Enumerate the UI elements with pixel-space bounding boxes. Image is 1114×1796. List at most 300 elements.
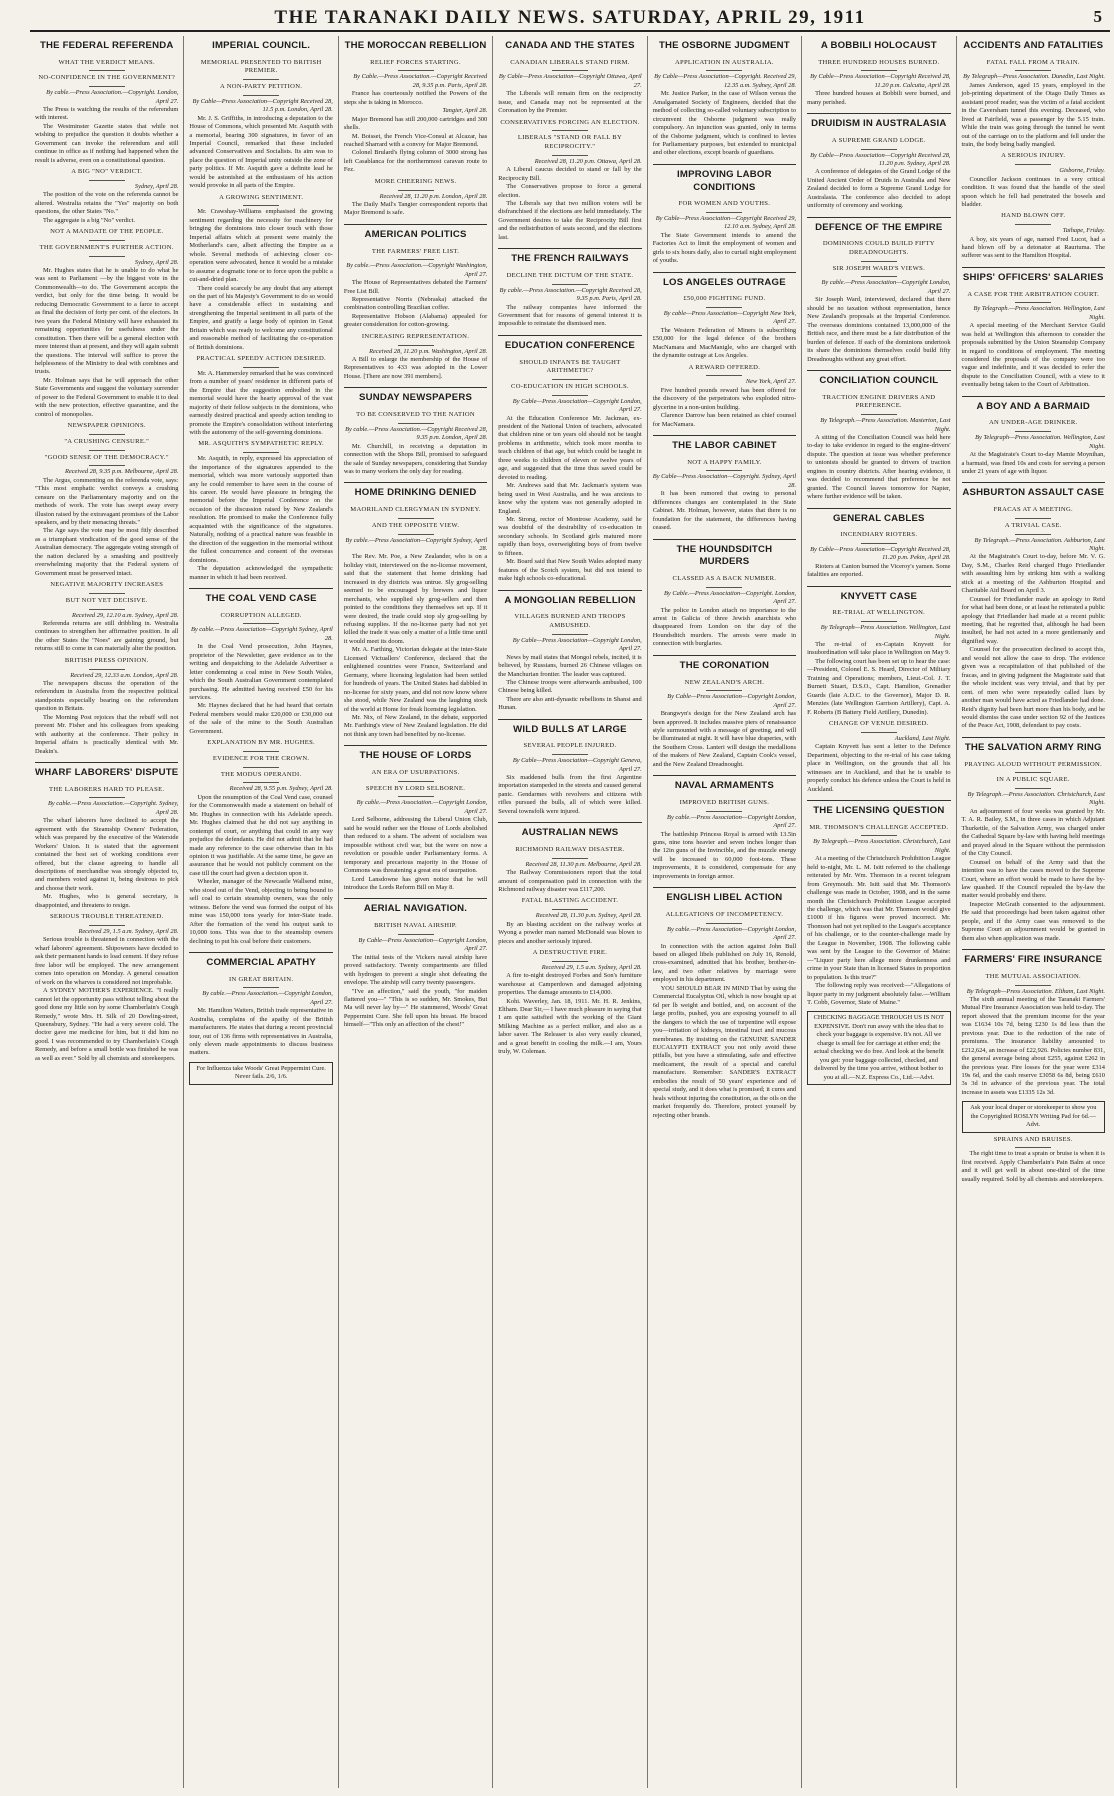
news-article	[344, 745, 487, 892]
article-paragraph: The Western Federation of Miners is subscribing £50,000 for the legal defence of the brothers MacNamara and MacManigle, who are charged with the dynamite outrage at Los Angeles.	[652, 326, 797, 360]
article-paragraph: Mr. Justice Parker, in the case of Wilson versus the Amalgamated Society of Engineers, decided that the method of collecting so-called voluntary subscription to circumvent the Osborne judgment was really compulsory. An injunction was granted, only in terms of the Osborne judgment, which is confined to levies for Parliamentary purposes, but extended to municipal and other elections, except boards of guardians.	[652, 90, 797, 157]
article-dateline: Received 28, 11.20 p.m. Ottawa, April 28.	[534, 157, 642, 165]
article-subheading: A CASE FOR THE ARBITRATION COURT.	[962, 291, 1105, 304]
news-article	[344, 36, 487, 218]
article-dateline: By Cable—Press Association—Copyright Received 28, 11.5 p.m. London, April 28.	[192, 97, 333, 114]
article-subheading: WHAT THE VERDICT MEANS.	[35, 59, 178, 72]
article-subheading: NOT A MANDATE OF THE PEOPLE.	[35, 228, 178, 241]
article-dateline: By Cable—Press Association—Copyright Received 28, 11.20 p.m. Calcutta, April 28.	[810, 73, 951, 89]
article-subheading: CHANGE OF VENUE DESIRED.	[807, 720, 950, 733]
article-subheading: DECLINE THE DICTUM OF THE STATE.	[498, 272, 641, 285]
article-subheading: A REWARD OFFERED.	[653, 364, 796, 377]
article-dateline: Gisborne, Friday.	[1059, 167, 1105, 175]
news-article	[653, 36, 796, 158]
article-subheading: A GROWING SENTIMENT.	[189, 194, 332, 207]
article-subheading: APPLICATION IN AUSTRALIA.	[653, 59, 796, 72]
news-article	[189, 36, 332, 582]
article-dateline: Received 29, 12.10 a.m. Sydney, April 28.	[72, 611, 179, 619]
news-column	[184, 36, 338, 1788]
article-headline: AMERICAN POLITICS	[344, 224, 487, 245]
article-paragraph: A Bill to enlarge the membership of the House of Representatives to 433 was adopted in the Lower House. [There are now 391 members].	[343, 356, 488, 380]
article-paragraph: The Chinese troops were afterwards ambushed, 100 Chinese being killed.	[498, 678, 642, 695]
article-paragraph: Brangwyn's design for the New Zealand arch has been approved. It includes massive piers of renaissance style surmounted with a message of greeting, and will be illuminated at night. It will have blue draperies, with the Southern Cross. Lanteri will design the medallions of the makers of New Zealand, Captain Cook's vessel, and the New Zealand Dreadnought.	[652, 710, 797, 768]
article-dateline: Received 28, 11.30 p.m. Sydney, April 28.	[535, 912, 642, 920]
article-dateline: Tangier, April 28.	[442, 107, 488, 115]
article-subheading: ALLEGATIONS OF INCOMPETENCY.	[653, 911, 796, 924]
article-subheading: NOT A HAPPY FAMILY.	[653, 459, 796, 472]
article-paragraph: At the Education Conference Mr. Jackman, ex-president of the National Union of teachers, advocated that children nine or ten years old should not be taught problems in arithmetic, which took more months to teach children of that age, but which could be taught in three weeks to children of eleven or twelve years of age, and suggested that the time thus saved could be devoted to reading.	[498, 414, 642, 481]
article-headline: NAVAL ARMAMENTS	[653, 775, 796, 796]
article-dateline: By Cable—Press Association—Copyright London, April 27.	[358, 936, 488, 953]
article-paragraph: There could scarcely be any doubt that any attempt on the part of his Majesty's Government to do so would have a considerable effect in sustaining and strengthening the Imperial sentiment in all parts of the Empire, and gratify a large body of opinion in Great Britain which was ready to welcome any constitutional and reasonable method of facilitating the co-operation of British dominions.	[189, 284, 333, 351]
article-paragraph: Mr. A. Farthing, Victorian delegate at the inter-State Licensed Victuallers' Conference, declared that the enlightened countries were France, Switzerland and Germany, where licensing legislation had been settled for hundreds of years. The United States had dabbled in no-license for sixty years, and did not now know where she stood, while New Zealand was the laughing stock of the world at Home for freak licensing legislation.	[343, 646, 488, 713]
article-dateline: By cable.—Press Association.—Copyright. Sydney, April 28.	[47, 800, 179, 816]
article-paragraph: The Morning Post rejoices that the rebuff will not prevent Mr. Fisher and his colleagues from speaking with authority at the conference. Their policy in Imperial affairs is practically identical with Mr. Deakin's.	[35, 713, 179, 755]
article-paragraph: A sitting of the Conciliation Council was held here to-day to take evidence in regard to the engine-drivers' dispute. The question at issue was whether preference to unionists should be granted to drivers of traction engines in country districts. After hearing evidence, it was decided to recommend that preference be not granted. The Council leaves tomorrow for Napier, where further evidence will be taken.	[807, 433, 951, 501]
news-article	[807, 217, 950, 364]
article-headline: ACCIDENTS AND FATALITIES	[963, 40, 1104, 51]
article-dateline: By Cable.—Press Association.—Copyright Received 28, 9.35 p.m. Paris, April 28.	[353, 73, 488, 89]
article-subheading: THREE HUNDRED HOUSES BURNED.	[807, 59, 950, 72]
article-paragraph: At a meeting of the Christchurch Prohibition League held to-night, Mr. L. M. Isitt referred to the challenge reiterated by Mr. Wm. Thomson in a recent telegram from Greymouth. Mr. Isitt said that Mr. Thomson's challenge was made in October, 1908, and in the same month the Christchurch Prohibition League accepted the challenge, which was that Mr. Thomson would give £1000 if his figures were proved incorrect. Mr. Thomson had not yet replied to the League's acceptance of his challenge, or to the counter-challenge made by the League in November, 1908. The following cable was sent by the League to the Governor of Maine:—"Liquor party here allege more drunkenness and crime in your State than in licensed States in proportion to population. Is this true?"	[807, 855, 951, 981]
news-article	[962, 267, 1105, 390]
article-subheading: A DESTRUCTIVE FIRE.	[498, 949, 641, 962]
article-subheading: IMPROVED BRITISH GUNS.	[653, 799, 796, 812]
page-number: 5	[1093, 7, 1102, 26]
article-paragraph: Mr. Andrews said that Mr. Jackman's system was being used in West Australia, and he was anxious to know why the system was not generally adopted in England.	[498, 482, 642, 515]
article-subheading: SPEECH BY LORD SELBORNE.	[344, 785, 487, 798]
article-headline: DRUIDISM IN AUSTRALASIA	[807, 113, 950, 134]
article-dateline: Received 29, 1.5 a.m. Sydney, April 28.	[78, 927, 179, 935]
article-dateline: By Cable—Press Association—Copyright London, April 27.	[512, 397, 642, 414]
article-paragraph: The Liberals will remain firm on the reciprocity issue, and Canada may not be represented at the Coronation by the Premier.	[498, 90, 642, 115]
masthead	[30, 4, 1110, 32]
article-subheading: MR. ASQUITH'S SYMPATHETIC REPLY.	[189, 440, 332, 453]
article-dateline: By Cable—Press Association—Copyright Received 28, 11.20 p.m. Sydney, April 28.	[810, 151, 951, 167]
article-subheading: CANADIAN LIBERALS STAND FIRM.	[498, 59, 641, 72]
advertisement: For Influenza take Woods' Great Peppermint Cure. Never fails. 2/6, 1/6.	[189, 1062, 332, 1085]
article-paragraph: Lord Selborne, addressing the Liberal Union Club, said he would rather see the House of Lords abolished than reduced to a sham. The advent of socialism was impossible without civil war, but the were on now a revolution or possible under Parliamentary forms. A temporary and precarious majority in the House of Commons was threatening a great era of usurpation.	[343, 816, 488, 875]
news-article	[962, 36, 1105, 261]
article-dateline: By Telegraph—Press Association. Wellington, Last Night.	[820, 624, 951, 640]
article-dateline: By cable.—Press Association—Copyright London, April 27.	[667, 813, 797, 830]
article-paragraph: A conference of delegates of the Grand Lodge of the United Ancient Order of Druids in Australia and New Zealand decided to form a Supreme Grand Lodge for Australasia. The conference also decided to adopt uniformity of ceremony and working.	[807, 168, 951, 210]
article-dateline: By cable.—Press Association.—Copyright London, April 27.	[356, 799, 488, 815]
article-paragraph: At the Magistrate's Court to-day Mamie Moynihan, a barmaid, was fined 10s and costs for serving a person under 21 years of age with liquor.	[961, 451, 1105, 475]
article-headline: IMPERIAL COUNCIL.	[212, 40, 311, 51]
article-subheading: RE-TRIAL AT WELLINGTON.	[807, 609, 950, 622]
news-article	[498, 590, 641, 713]
article-subheading: HAND BLOWN OFF.	[962, 212, 1105, 225]
article-paragraph: Mr. Asquith, in reply, expressed his appreciation of the importance of the signatures appended to the memorial, which was more variously supported than any he could remember to have seen in the course of his career. He would have pleasure in bringing the memorial before the Imperial Conference on the occasion of the discussion raised by New Zealand's resolution. He promised to make the Conference fully acquainted with the significance of the signatures. Naturally, nothing of a practical nature was feasible in the direction of the suggestion in the memorial without the fullest concurrence and consent of the overseas dominions.	[189, 455, 333, 564]
news-article	[344, 224, 487, 382]
article-paragraph: The Age says the vote may be most fitly described as a triumphant vindication of the good sense of the Australian democracy. The aggregate voting strength of the nation declared by a smashing and positively overwhelming majority that the Federal system of Government must be preserved intact.	[35, 527, 179, 577]
news-article	[35, 36, 178, 756]
article-headline: THE MOROCCAN REBELLION	[344, 40, 487, 51]
article-subheading: SERIOUS TROUBLE THREATENED.	[35, 913, 178, 926]
article-paragraph: Mr. Hughes states that he is unable to do what he was sent to Parliament —by the biggest vote in the Commonwealth—to do. The Government accepts the verdict, but only for the time being. It would be reducing Democratic Government to a farce to accept as final the decision of forty per cent. of the electors. In two years the Federal Ministry will have exhausted its remaining opportunities for usefulness under the constitution. Then there will be a general election with more interest than at present, and they will again submit the questions. The interval will suffice to prove the helplessness of the Ministry to deal with combines and trusts.	[35, 266, 179, 376]
article-paragraph: Captain Knyvett has sent a letter to the Defence Department, objecting to the re-trial of his case taking place in Wellington, on the grounds that all his witnesses are in Auckland, and that he is unable to properly conduct his defence unless the Court is held in Auckland.	[807, 743, 951, 793]
article-subheading: IN GREAT BRITAIN.	[189, 976, 332, 989]
article-headline: THE FRENCH RAILWAYS	[498, 248, 641, 269]
article-subheading: NEWSPAPER OPINIONS.	[35, 422, 178, 435]
article-paragraph: The Rev. Mr. Poe, a New Zealander, who is on a holiday visit, interviewed on the no-license movement, said that the statement that home drinking had increased in dry districts was untrue. Sly grog-selling seemed to be encouraged by brewers and liquor merchants, who supplied sly grog-sellers and then pointed to the conditions they themselves set up. If it were desired, the trade could stop sly grog-selling by refusing supplies. If the no-license party had not yet killed the trade it was only a matter of a little time until it would meet its doom.	[343, 553, 488, 645]
article-paragraph: Lord Lansdowne has given notice that he will introduce the Lords Reform Bill on May 8.	[343, 875, 488, 891]
article-dateline: By Cable—Press Association—Copyright. Sydney, April 28.	[652, 473, 797, 489]
article-dateline: Taihape, Friday.	[1062, 227, 1105, 235]
article-headline: A MONGOLIAN REBELLION	[498, 590, 641, 611]
article-dateline: Auckland, Last Night.	[894, 734, 951, 742]
article-subheading: MEMORIAL PRESENTED TO BRITISH PREMIER.	[189, 59, 332, 80]
article-paragraph: The re-trial of ex-Captain Knyvett for insubordination will take place in Wellington on May 9.	[807, 641, 951, 657]
article-subheading: MAORILAND CLERGYMAN IN SYDNEY.	[344, 506, 487, 519]
news-article	[807, 800, 950, 1085]
article-dateline: Received 28, 9.35 p.m. Melbourne, April 28.	[64, 468, 179, 476]
article-paragraph: The House of Representatives debated the Farmers' Free List Bill.	[343, 279, 488, 295]
article-paragraph: The right time to treat a sprain or bruise is when it is first received. Apply Chamberlain's Pain Balm at once and it will get well in about one-third of the time usually required. Sold by all chemists and storekeepers.	[961, 1150, 1105, 1183]
news-article	[653, 775, 796, 881]
article-paragraph: A SYDNEY MOTHER'S EXPERIENCE. "I really cannot let the opportunity pass without telling about the good done my little son by some Chamberlain's Cough Remedy," wrote Mrs. H. Silk of 20 Dowling-street, Queensbury, Sydney. "He had a very severe cold. The doctor gave me medicine for him, but it did him no good. I was recommended to try Chamberlain's Cough Remedy, and before a small bottle was finished he was as well as ever." Sold by all chemists and storekeepers.	[35, 987, 179, 1062]
article-paragraph: Mr. Holman says that he will approach the other State Governments and suggest the voluntary surrender of power to the Federal Government to enable it to deal with the new protection, effective quarantine, and the control of monopolies.	[35, 376, 179, 418]
article-subheading: INCREASING REPRESENTATION.	[344, 333, 487, 346]
article-subheading: PRAYING ALOUD WITHOUT PERMISSION.	[962, 761, 1105, 774]
article-dateline: By Telegraph—Press Association. Eltham, Last Night.	[966, 987, 1105, 995]
article-headline: DEFENCE OF THE EMPIRE	[807, 217, 950, 238]
article-headline: CONCILIATION COUNCIL	[807, 370, 950, 391]
article-subheading: THE FARMERS' FREE LIST.	[344, 248, 487, 261]
news-article	[653, 164, 796, 266]
article-paragraph: The sixth annual meeting of the Taranaki Farmers' Mutual Fire Insurance Association was held to-day. The report showed that the premium income for the year was £1634 10s 7d, being £230 1s 8d less than the previous year. Due to the reduction of the rate of premiums. The insurance liability amounted to £212,624, an increase of £22,926. Policies number 831, the general average being about £255, against £262 in the previous year. Fire losses for the year were £314 19s 6d, and the cash reserve £3058 6s 8d, being £610 3s 3d in advance of the previous year. The total increase in assets was £1335 12s 3d.	[961, 995, 1105, 1096]
article-paragraph: By an blasting accident on the railway works at Wyong a powder man named McDonald was blown to pieces and another seriously injured.	[498, 920, 642, 945]
article-paragraph: Major Bremond has still 200,000 cartridges and 300 shells.	[343, 115, 488, 132]
article-paragraph: Mr. Haynes declared that he had heard that certain Federal members would make £20,000 or £30,000 out of the sale of the mine to the South Australian Government.	[189, 702, 333, 735]
news-article	[807, 508, 950, 580]
article-paragraph: In connection with the action against John Bull based on alleged libels published on July 16, Renold, cross-examined, admitted that his brother, brother-in-law, and two other relatives by marriage were employed in his department.	[652, 942, 797, 984]
article-headline: THE SALVATION ARMY RING	[962, 737, 1105, 758]
article-dateline: By Cable—Press Association—Copyright London, April 27.	[512, 636, 642, 653]
article-dateline: Received 29, 1.5 a.m. Sydney, April 28.	[541, 963, 642, 971]
advertisement: CHECKING BAGGAGE THROUGH US IS NOT EXPENSIVE. Don't run away with the idea that to check your baggage is expensive. It's not. All we charge is small fee for carriage at either end; the actual checking we do free. And look at the benefit you get: your baggage collected, checked, and delivered by the time you arrive, without bother to you at all.—N.Z. Express Co., Ltd.—Advt.	[807, 1011, 950, 1085]
article-paragraph: James Anderson, aged 15 years, employed in the job-printing department of the Otago Daily Times as assistant proof reader, was the victim of a fatal accident in the Caversham tunnel this evening. Deceased, who lived at Fairfield, was a passenger by the 5.15 train. While the train was going through the tunnel he went out of the carriage on to the platform and fell under the train, the body being badly mangled.	[961, 81, 1105, 148]
article-dateline: By Cable—Press Association—Copyright. Received 29, 12.35 a.m. Sydney, April 28.	[654, 73, 797, 89]
article-subheading: EVIDENCE FOR THE CROWN.	[189, 755, 332, 768]
article-subheading: AN UNDER-AGE DRINKER.	[962, 419, 1105, 432]
news-article	[807, 36, 950, 107]
news-column	[30, 36, 184, 1788]
article-subheading: FATAL BLASTING ACCIDENT.	[498, 897, 641, 910]
article-headline: THE LICENSING QUESTION	[807, 800, 950, 821]
article-dateline: By cable.—Press Association—Copyright London, April 27.	[821, 279, 951, 295]
article-subheading: THE MUTUAL ASSOCIATION.	[962, 973, 1105, 986]
article-dateline: By Telegraph—Press Association. Dunedin, Last Night.	[963, 73, 1105, 81]
article-headline: ENGLISH LIBEL ACTION	[653, 887, 796, 908]
article-paragraph: Mr. Board said that New South Wales adopted many features of the Scotch system, but did not intend to make high schools co-educational.	[498, 558, 642, 583]
article-dateline: By Cable—Press Association—Copyright London, April 27.	[667, 693, 797, 709]
article-paragraph: Mr. Churchill, in receiving a deputation in connection with the Shops Bill, promised to safeguard the sale of Sunday newspapers, considering that Sunday was to many workers the only day for reading.	[343, 442, 488, 475]
news-article	[498, 822, 641, 1056]
news-article	[653, 887, 796, 1120]
article-paragraph: The Railway Commissioners report that the total amount of compensation paid in connection with the Richmond railway disaster was £117,200.	[498, 869, 642, 894]
article-dateline: By Telegraph.—Press Association. Christchurch, Last Night.	[813, 838, 951, 854]
article-subheading: CONSERVATIVES FORCING AN ELECTION.	[498, 119, 641, 132]
news-article	[807, 586, 950, 794]
article-paragraph: Mr. J. S. Griffiths, in introducing a deputation to the House of Commons, which presented Mr. Asquith with a memorial, bearing 300 signatures, in favor of an Imperial Council, remarked that these included advanced Conservatives and Socialists. Its aim was to place the question of Imperial unity outside the zone of party politics. If Mr. Asquith gave a definite lead he would be astonished at the enthusiasm of his action would provoke in all parts of the Empire.	[189, 114, 333, 190]
article-dateline: By cable.—Press Association—Copyright Sydney, April 28.	[345, 536, 488, 552]
article-paragraph: Five hundred pounds reward has been offered for the discovery of the perpetrators who exploded nitro-glycerine in a non-union building.	[652, 386, 797, 411]
article-paragraph: The State Government intends to amend the Factories Act to limit the employment of women and girls to six hours daily, also to curtail night employment of youths.	[652, 231, 797, 265]
article-subheading: SEVERAL PEOPLE INJURED.	[498, 742, 641, 755]
news-article	[189, 588, 332, 946]
news-column	[339, 36, 493, 1788]
news-column	[957, 36, 1110, 1788]
article-dateline: By cable.—Press Association—Copyright London, April 27.	[667, 925, 797, 942]
article-paragraph: The Liberals say that two million voters will be disfranchised if the elections are held immediately. The Government desires to take the Reciprocity Bill first and the redistribution of seats second, and the elections last.	[498, 200, 642, 241]
article-headline: THE HOUSE OF LORDS	[344, 745, 487, 766]
article-paragraph: The initial tests of the Vickers naval airship have proved satisfactory. Twenty compartments are filled with hydrogen to prevent a single shot defeating the envelope. The airship will carry twenty passengers.	[343, 953, 488, 987]
news-article	[962, 737, 1105, 943]
article-paragraph: Clarence Darrow has been retained as chief counsel for MacNamara.	[652, 412, 797, 428]
article-dateline: Received 28, 11.20 p.m. Washington, April 28.	[369, 347, 488, 355]
article-subheading: CO-EDUCATION IN HIGH SCHOOLS.	[498, 383, 641, 396]
article-headline: AUSTRALIAN NEWS	[498, 822, 641, 843]
article-subheading: BUT NOT YET DECISIVE.	[35, 597, 178, 610]
article-paragraph: The aggregate is a big "No" verdict.	[43, 216, 135, 224]
article-subheading: TO BE CONSERVED TO THE NATION	[344, 411, 487, 424]
article-paragraph: Rioters at Canton burned the Viceroy's yamen. Some fatalities are reported.	[807, 562, 951, 579]
article-headline: SHIPS' OFFICERS' SALARIES	[962, 267, 1105, 288]
article-paragraph: An adjournment of four weeks was granted by Mr. T. A. R. Bailey, S.M., in three cases in which Adjutant Thurkettle, of the Salvation Army, was charged under the Cathedral Square by-law with having held meetings and prayed aloud in the Square without the permission of the City Council.	[961, 807, 1105, 858]
article-headline: GENERAL CABLES	[807, 508, 950, 529]
article-paragraph: Mr. Strong, rector of Montrose Academy, said he was doubtful of the desirability of co-education in secondary schools. In Scotland girls matured more rapidly than boys, overweighting boys of from twelve to fifteen.	[498, 516, 642, 557]
article-paragraph: "I've an affection," said the youth, "for maiden flattered you—" "This is so sudden, Mr. Smokes, But Ma will never lay by—" He stammered, Woods' Great Peppermint Cure. She fell upon his breast. He braced himself—"This only an affection of the chest!"	[343, 987, 488, 1029]
article-subheading: THE LABORERS HARD TO PLEASE.	[35, 786, 178, 799]
article-dateline: By Cable.—Press Association—Copyright. London, April 27.	[664, 589, 797, 606]
article-dateline: By cable.—Press Association—Copyright Sydney, April 28.	[190, 626, 333, 642]
article-headline: THE COAL VEND CASE	[189, 588, 332, 609]
article-paragraph: Mr. Hamilton Watters, British trade representative in Australia, complains of the apathy of the British manufacturers. He states that during a recent provincial tour, out of 136 firms with representatives in Australia, only eleven made appointments to discuss business matters.	[189, 1007, 333, 1057]
article-paragraph: Inspector McGrath consented to the adjournment. He said that proceedings had been taken against other people, and if the Army case was removed to the Supreme Court an adjournment would be granted in them also when application was made.	[961, 900, 1105, 942]
article-paragraph: The position of the vote on the referenda cannot be altered. Westralia retains the "Yes" majority on both questions, the other States "No."	[35, 191, 179, 216]
article-subheading: EXPLANATION BY MR. HUGHES.	[189, 739, 332, 752]
news-article	[189, 952, 332, 1085]
article-paragraph: There are also anti-dynastic rebellions in Shansi and Hunan.	[498, 695, 642, 712]
article-dateline: Received 28, 11.20 p.m. London, April 28.	[379, 192, 488, 200]
news-article	[807, 370, 950, 502]
news-column	[648, 36, 802, 1788]
article-paragraph: Colonel Brulard's flying column of 3000 strong has left Casablanca for the northernmost caravan route to Fez.	[343, 149, 488, 174]
article-subheading: BRITISH NAVAL AIRSHIP.	[344, 922, 487, 935]
article-subheading: CORRUPTION ALLEGED.	[189, 612, 332, 625]
article-dateline: Received 28, 11.30 p.m. Melbourne, April 28.	[525, 860, 642, 868]
article-subheading: CLASSED AS A BACK NUMBER.	[653, 575, 796, 588]
news-article	[344, 898, 487, 1029]
article-dateline: By Cable—Press Association—Copyright Received 28, 11.20 p.m. Pekin, April 28.	[810, 545, 951, 562]
article-subheading: A BIG "NO" VERDICT.	[35, 168, 178, 181]
article-headline: THE OSBORNE JUDGMENT	[658, 40, 790, 51]
article-paragraph: Upon the resumption of the Coal Vend case, counsel for the Commonwealth made a statement on behalf of Mr. Hughes in connection with his Adelaide speech. Mr. Hughes claimed that he did not say anything in contempt of court, or anything that could in any way prejudice the defendants. He did not admit that he had made any reference to the case otherwise than in his opinion it was justifiable. At the same time, he gave an assurance that he would not publicly comment on the case till the court had given a decision upon it.	[189, 793, 333, 877]
article-subheading: THE MODUS OPERANDI.	[189, 771, 332, 784]
article-headline: AERIAL NAVIGATION.	[344, 898, 487, 919]
news-article	[807, 113, 950, 211]
article-subheading: NO-CONFIDENCE IN THE GOVERNMENT?	[35, 74, 178, 87]
article-subheading: A NON-PARTY PETITION.	[189, 83, 332, 96]
article-paragraph: Six maddened bulls from the first Argentine importation stampeded in the streets and caused general panic. Gendarmes with revolvers and citizens with rifles pursued the bulls, all of which were killed. Several townsfolk were injured.	[498, 774, 642, 815]
article-subheading: BRITISH PRESS OPINION.	[35, 657, 178, 670]
article-subheading: SPRAINS AND BRUISES.	[962, 1136, 1105, 1149]
article-paragraph: Referenda returns are still dribbling in. Westralia continues to strengthen her affirmative position. In all the other States the "Noes" are gaining ground, but returns still to come in can materially alter the position.	[35, 619, 179, 653]
article-paragraph: France has courteously notified the Powers of the steps she is taking in Morocco.	[343, 90, 488, 106]
article-paragraph: A boy, six years of age, named Fred Lucot, had a hand blown off by a detonator at Rauriuma. The sufferer was sent to the Hamilton Hospital.	[961, 235, 1105, 260]
article-paragraph: Counsel for Friedlander made an apology to Reid for what had been done, or at least he reiterated a public apology that Friedlander had made at a recent public meeting, that he regretted that, although he had been insulted, he had not acted in a more gentlemanly and dignified way.	[961, 595, 1105, 645]
article-dateline: By Telegraph.—Press Association. Christchurch, Last Night.	[967, 790, 1105, 807]
article-paragraph: Serious trouble is threatened in connection with the wharf laborers' agreement. Shipowners have decided to ask their permanent hands to load cement. If they refuse free labor will be employed. The new arrangement comes into operation on Monday. A general cessation of work on the wharves is considered not improbable.	[35, 936, 179, 986]
news-column	[493, 36, 647, 1788]
article-headline: IMPROVING LABOR CONDITIONS	[653, 164, 796, 197]
news-article	[498, 335, 641, 584]
article-subheading: RICHMOND RAILWAY DISASTER.	[498, 846, 641, 859]
article-subheading: LIBERALS "STAND OR FALL BY RECIPROCITY."	[498, 134, 641, 155]
article-dateline: By Telegraph.—Press Association. Wellington, Last Night.	[973, 305, 1105, 321]
article-paragraph: A fire to-night destroyed Forbes and Son's furniture warehouse at Camperdown and damaged adjoining properties. The damage amounts to £14,000.	[498, 972, 642, 997]
article-paragraph: Mr. Hughes, who is general secretary, is disappointed, and threatens to resign.	[35, 893, 179, 909]
article-subheading: A SERIOUS INJURY.	[962, 152, 1105, 165]
article-paragraph: Representative Norris (Nebraska) attacked the combination controlling Brazilian coffee.	[343, 296, 488, 312]
article-subheading: FOR WOMEN AND YOUTHS.	[653, 200, 796, 213]
news-column	[802, 36, 956, 1788]
article-paragraph: The Press is watching the results of the referendum with interest.	[35, 105, 179, 122]
article-subheading: INCENDIARY RIOTERS.	[807, 531, 950, 544]
article-dateline: By cable.—Press Association.—Copyright Washington, April 27.	[346, 262, 488, 278]
article-paragraph: Wheeler, manager of the Newcastle Wallsend mine, who stood out of the Vend, objecting to being bound to sell coal to certain steamship owners, was the only witness. Before the vend was formed the output of his mine was 150,000 tons yearly for inter-State trade. After the formation of the vend his output sank to 10,000 tons. This was due to the steamship owners declining to put his coal before their customers.	[189, 878, 333, 945]
advertisement: Ask your local draper or storekeeper to show you the Copyrighted ROSLYN Writing Pad for 6d.—Advt.	[962, 1101, 1105, 1132]
article-subheading: NEW ZEALAND'S ARCH.	[653, 679, 796, 692]
article-subheading: AND THE OPPOSITE VIEW.	[344, 522, 487, 535]
article-headline: EDUCATION CONFERENCE	[498, 335, 641, 356]
news-article	[344, 387, 487, 476]
article-subheading: MORE CHEERING NEWS.	[344, 178, 487, 191]
article-paragraph: Counsel on behalf of the Army said that the intention was to have the cases moved to the Supreme Court, where an effort would be made to have the by-law quashed. If the Council repealed the by-law the matter would probably end there.	[961, 858, 1105, 900]
article-paragraph: Three hundred houses at Bobbili were burned, and many perished.	[807, 90, 951, 106]
article-headline: THE LABOR CABINET	[653, 435, 796, 456]
article-headline: ASHBURTON ASSAULT CASE	[962, 482, 1105, 503]
article-dateline: By Telegraph.—Press Association. Masterton, Last Night.	[820, 417, 951, 433]
article-paragraph: Mr. A. Hammersley remarked that he was convinced from a number of years' residence in different parts of the Empire that the suggestion embodied in the memorial would have the hearty approval of the vast majority of their fellow subjects in the dominions, who earnestly desired practical and speedy action tending to promote the Empire's consolidation without interfering with the autonomy of the self-governing dominions.	[189, 369, 333, 437]
article-dateline: By Telegraph—Press Association. Wellington, Last Night.	[975, 434, 1105, 450]
article-headline: KNYVETT CASE	[807, 586, 950, 607]
article-dateline: Sydney, April 28.	[134, 182, 179, 190]
news-article	[653, 272, 796, 430]
news-article	[498, 248, 641, 329]
article-paragraph: Kohi. Waverley, Jan. 18, 1911. Mr. H. R. Jenkins, Eltham. Dear Sir,— I have much pleasure in saying that I am quite satisfied with the working of the Giant Milking Machine as a perfect milker, and also as a labor saver. The Releaser is also very easily cleaned, and a great benefit in cooling the milk.—I am, Yours truly, W. Coleman.	[498, 997, 642, 1056]
article-headline: SUNDAY NEWSPAPERS	[344, 387, 487, 408]
article-paragraph: M. Boisset, the French Vice-Consul at Alcazar, has reached Sharrard with a convoy for Major Bremond.	[343, 132, 488, 148]
article-subheading: IN A PUBLIC SQUARE.	[962, 776, 1105, 789]
article-subheading: SHOULD INFANTS BE TAUGHT ARITHMETIC?	[498, 359, 641, 380]
article-paragraph: The Conservatives propose to force a general election.	[498, 183, 642, 199]
article-paragraph: The Argus, commenting on the referenda vote, says: "This most emphatic verdict conveys a crushing censure on the Parliamentary majority and on the methods of work. The vote has swept away every illusion raised by the extravagant promises of the Labor speakers, and by their menacing threats."	[35, 476, 179, 526]
article-subheading: "GOOD SENSE OF THE DEMOCRACY."	[35, 454, 178, 467]
article-paragraph: News by mail states that Mongol rebels, incited, it is believed, by Russians, burned 26 Chinese villages on the Manchurian frontier. The leader was captured.	[498, 653, 642, 678]
article-paragraph: The wharf laborers have declined to accept the agreement with the Steamship Owners' Federation, which was prepared by the executive of the Waterside Workers' Union. It is stated that the agreement contained the best set of working conditions ever offered, but the clause agreeing to handle all descriptions of merchandise was strongly objected to, and members voted against it, being desirous to pick and choose their work.	[35, 817, 179, 892]
article-dateline: By cable.—Press Association.—Copyright Received 28, 9.35 p.m. Paris, April 28.	[499, 286, 642, 303]
article-subheading: SIR JOSEPH WARD'S VIEWS.	[807, 265, 950, 278]
article-dateline: Sydney, April 28.	[134, 258, 179, 266]
article-paragraph: Mr. Nix, of New Zealand, in the debate, supported Mr. Farthing's view of New Zealand legislation. He did not think any town had benefited by no-license.	[343, 714, 488, 738]
article-subheading: AN ERA OF USURPATIONS.	[344, 769, 487, 782]
news-article	[962, 949, 1105, 1184]
article-headline: THE FEDERAL REFERENDA	[39, 40, 174, 51]
news-article	[962, 482, 1105, 730]
article-headline: FARMERS' FIRE INSURANCE	[962, 949, 1105, 970]
news-article	[653, 435, 796, 533]
article-headline: A BOBBILI HOLOCAUST	[820, 40, 937, 51]
article-paragraph: The railway companies have informed the Government that for reasons of general interest it is impossible to reinstate the dismissed men.	[498, 303, 642, 328]
article-paragraph: Counsel for the prosecution declined to accept this, and would not allow the case to drop. The evidence given was a recapitulation of that published of the fracas, and in giving judgment the Magistrate said that the whole incident was very trivial, and that by per cent. of men who were repeatedly called liars by another man would have acted as Friedlander had done. Reid's dignity had been hurt more than his body, and he would dismiss the case under section 92 of the Justices of the Peace Act, 1908, defendant to pay costs.	[961, 646, 1105, 730]
article-paragraph: Councillor Jackson continues in a very critical condition. It was found that the handle of the steel spoon which he fell had penetrated the bowels and bladder.	[961, 175, 1105, 208]
article-paragraph: The police in London attach no importance to the arrest in Galicia of three Jewish anarchists who disappeared from London on the day of the Houndsditch murders. The arrests were made in connection with burglaries.	[652, 606, 797, 648]
article-dateline: New York, April 27.	[745, 378, 797, 386]
article-headline: WHARF LABORERS' DISPUTE	[35, 762, 178, 783]
newspaper-columns	[30, 36, 1110, 1788]
article-headline: COMMERCIAL APATHY	[189, 952, 332, 973]
article-subheading: VILLAGES BURNED AND TROOPS AMBUSHED.	[498, 613, 641, 634]
article-paragraph: Mr. Crawshay-Williams emphasised the growing sentiment regarding the necessity for machinery for bringing the dominions into closer touch with those Imperial affairs which at present were mainly the Motherland's care, albeit affecting the Empire as a whole. Several methods of achieving closer co-operation were advocated, hence it would be a mistake to assume a dogmatic tone or to force upon the public a cut-and-dried plan.	[189, 208, 333, 284]
article-dateline: By cable.—Press Association.—Copyright Received 28, 9.35 p.m. London, April 28.	[345, 425, 488, 442]
news-article	[35, 762, 178, 1063]
article-paragraph: A Liberal caucus decided to stand or fall by the Reciprocity Bill.	[498, 166, 642, 182]
article-paragraph: The following court has been set up to hear the case:—President, Colonel E. S. Heard, Director of Military Training and Operations; members, Lieut.-Col. J. T. Burnett Stuart, D.S.O., Capt. Hamilton, Grenadier Guards (late A.D.C. to the Governor), Major D. R. Menzies (late Wellington Garrison Artillery), Capt. A. F. Roberts (B Battery Field Artillery, Dunedin).	[807, 657, 951, 716]
article-paragraph: The following reply was received:—"Allegations of liquor party in my judgment absolutely false.—William T. Cobb, Governor, State of Maine."	[807, 982, 951, 1006]
article-headline: HOME DRINKING DENIED	[344, 482, 487, 503]
article-subheading: THE GOVERNMENT'S FURTHER ACTION.	[35, 244, 178, 257]
article-dateline: By cable—Press Association—Copyright New York, April 27.	[663, 309, 797, 326]
article-paragraph: The Daily Mail's Tangier correspondent reports that Major Bremond is safe.	[343, 200, 488, 217]
article-dateline: Received 29, 12.33 a.m. London, April 28.	[70, 671, 179, 679]
article-dateline: By Cable—Press Association—Copyright Geneva, April 27.	[512, 757, 642, 773]
article-paragraph: In the Coal Vend prosecution, John Haynes, proprietor of the Newsletter, gave evidence as to the writing and despatching to the Adelaide Advertiser a letter condemning a coal mine in New South Wales, which the South Australian Government contemplated purchasing. He admitted having received £50 for his services.	[189, 643, 333, 701]
article-subheading: RELIEF FORCES STARTING.	[344, 59, 487, 72]
article-subheading: A TRIVIAL CASE.	[962, 522, 1105, 535]
article-dateline: Received 28, 9.55 p.m. Sydney, April 28.	[229, 785, 333, 793]
article-dateline: By cable.—Press Association.—Copyright London, April 27.	[202, 990, 333, 1006]
news-article	[498, 36, 641, 242]
article-paragraph: Sir Joseph Ward, interviewed, declared that there should be no taxation without representation, hence New Zealand's proposals at the Imperial Conference. The overseas dominions contained 13,000,000 of the British race, and there must be a fair distribution of the burden of defence. If each of the dominions undertook its share the dominions themselves could build fifty Dreadnoughts without any great effort.	[807, 296, 951, 363]
article-subheading: "A CRUSHING CENSURE."	[35, 438, 178, 451]
news-article	[962, 396, 1105, 477]
article-subheading: DOMINIONS COULD BUILD FIFTY DREADNOUGHTS.	[807, 240, 950, 261]
news-article	[653, 539, 796, 649]
article-paragraph: The deputation acknowledged the sympathetic manner in which it had been received.	[189, 565, 333, 581]
article-subheading: TRACTION ENGINE DRIVERS AND PREFERENCE.	[807, 394, 950, 415]
article-paragraph: The Westminster Gazette states that while not wishing to prejudice the question it doubts whether a Government can invoke the referendum and still continue in office as if nothing had happened when the result is adverse, even on a constitutional question.	[35, 122, 179, 164]
article-dateline: By Cable—Press Association—Copyright Ottawa, April 27.	[498, 73, 642, 89]
article-headline: THE HOUNDSDITCH MURDERS	[653, 539, 796, 572]
article-subheading: A SUPREME GRAND LODGE.	[807, 137, 950, 150]
news-article	[653, 655, 796, 769]
article-headline: CANADA AND THE STATES	[505, 40, 635, 51]
article-subheading: PRACTICAL SPEEDY ACTION DESIRED.	[189, 355, 332, 368]
article-headline: THE CORONATION	[653, 655, 796, 676]
article-subheading: NEGATIVE MAJORITY INCREASES	[35, 581, 178, 594]
article-subheading: FATAL FALL FROM A TRAIN.	[962, 59, 1105, 72]
news-article	[344, 482, 487, 739]
article-subheading: £50,000 FIGHTING FUND.	[653, 295, 796, 308]
article-subheading: MR. THOMSON'S CHALLENGE ACCEPTED.	[807, 824, 950, 837]
article-dateline: By cable.—Press Association.—Copyright. London, April 27.	[46, 89, 179, 105]
article-dateline: By Cable—Press Association—Copyright Received 29, 12.10 a.m. Sydney, April 28.	[655, 214, 797, 231]
article-paragraph: It has been rumored that owing to personal differences changes are contemplated in the State Cabinet. Mr. Holman, however, states that there is no foundation for the statement, the differences having ceased.	[652, 490, 797, 532]
article-paragraph: The battleship Princess Royal is armed with 13.5in guns, nine tons heavier and seven inches longer than the 12in guns of the Invincible, and the muzzle energy will be increased to 60,000 foot-tons. These improvements, it is considered, compensate for any improvements in foreign armor.	[652, 830, 797, 880]
